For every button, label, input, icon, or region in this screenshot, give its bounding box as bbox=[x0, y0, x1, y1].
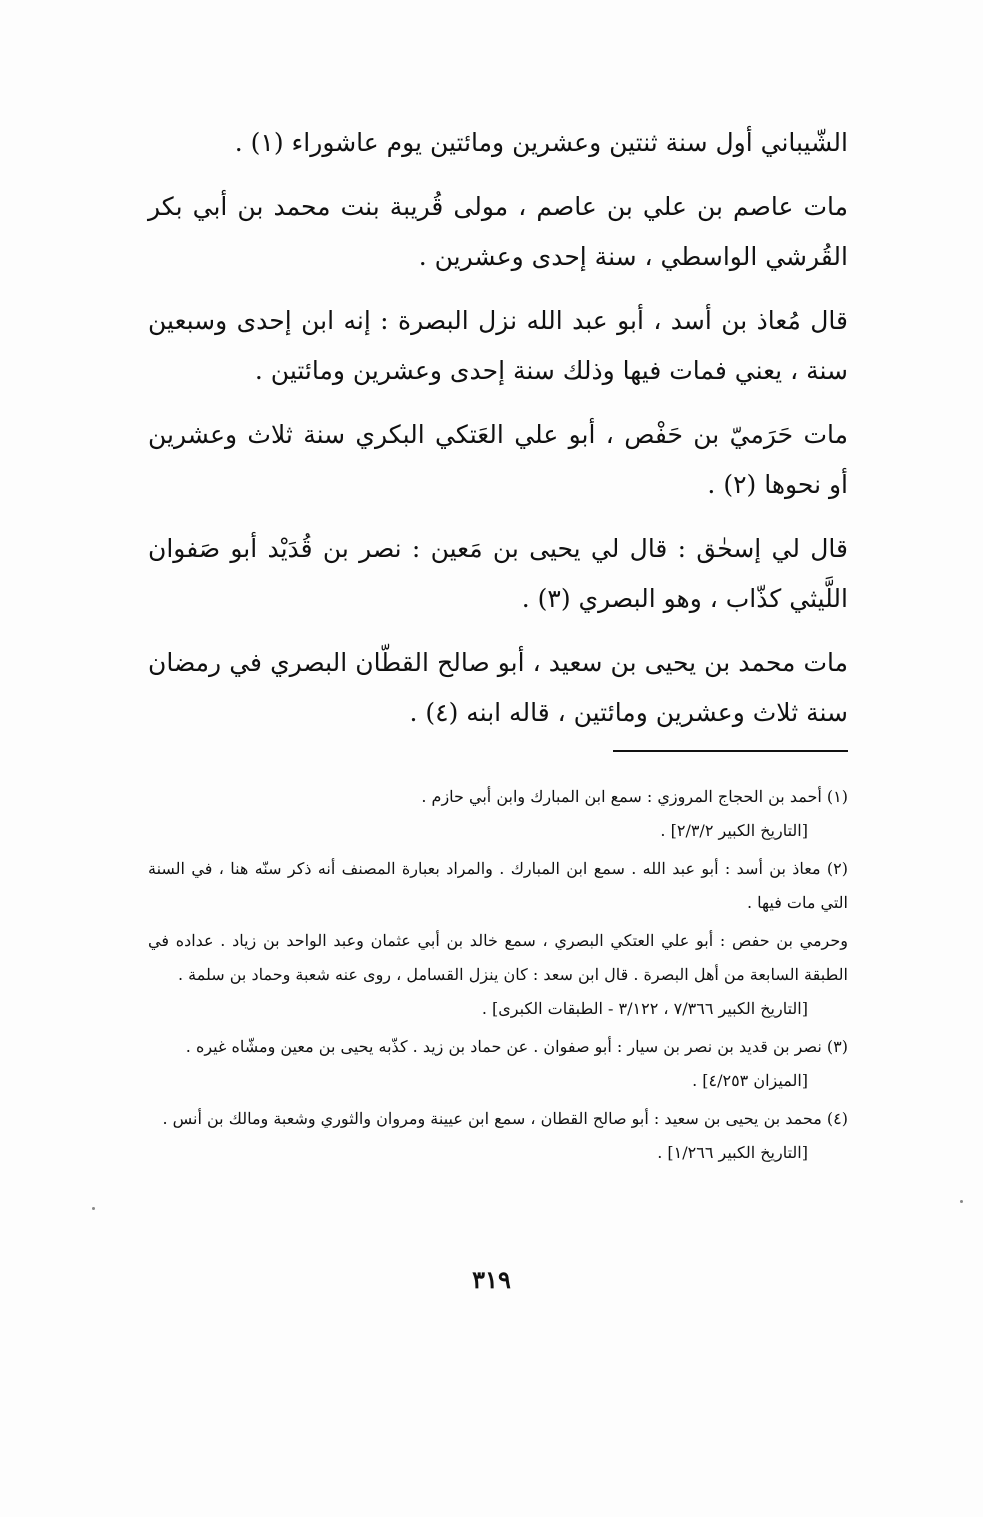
paragraph-2: مات عاصم بن علي بن عاصم ، مولى قُريبة بنت محمد بن أبي بكر القُرشي الواسطي ، سنة إحدى وعشرين . bbox=[148, 192, 848, 271]
paragraph-6: مات محمد بن يحيى بن سعيد ، أبو صالح القطّان البصري في رمضان سنة ثلاث وعشرين ومائتين ، قاله ابنه (٤) . bbox=[148, 648, 848, 727]
footnote-text: (١) أحمد بن الحجاج المروزي : سمع ابن المبارك وابن أبي حازم . bbox=[421, 787, 848, 806]
page-number: ٣١٩ bbox=[472, 1265, 511, 1294]
paragraph-1: الشّيباني أول سنة ثنتين وعشرين ومائتين يوم عاشوراء (١) . bbox=[234, 128, 848, 157]
footnote-text: وحرمي بن حفص : أبو علي العتكي البصري ، سمع خالد بن أبي عثمان وعبد الواحد بن زياد . عداده في الطبقة السابعة من أهل البصرة . قال ابن سعد : كان ينزل القسامل ، روى عنه شعبة وحماد بن سلمة . bbox=[148, 931, 848, 984]
paragraph-5: قال لي إسحٰق : قال لي يحيى بن مَعين : نصر بن قُدَيْد أبو صَفوان اللَّيثي كذّاب ، وهو البصري (٣) . bbox=[148, 534, 848, 613]
footnote-reference: [التاريخ الكبير ٧/٣٦٦ ، ٣/١٢٢ - الطبقات الكبرى] . bbox=[481, 999, 808, 1018]
footnote-reference: [الميزان ٤/٢٥٣] . bbox=[692, 1071, 808, 1090]
footnote-text: (٤) محمد بن يحيى بن سعيد : أبو صالح القطان ، سمع ابن عيينة ومروان والثوري وشعبة ومالك بن أنس . bbox=[162, 1109, 848, 1128]
footnotes bbox=[148, 780, 848, 1174]
footnote-reference: [التاريخ الكبير ١/٢٦٦] . bbox=[657, 1143, 808, 1162]
footnote-4 bbox=[148, 1102, 848, 1170]
footnote-2 bbox=[148, 852, 848, 920]
footnote-separator bbox=[613, 750, 848, 752]
main-text bbox=[148, 118, 848, 752]
footnote-3 bbox=[148, 1030, 848, 1098]
scan-speck bbox=[92, 1207, 95, 1210]
footnote-1 bbox=[148, 780, 848, 848]
scan-speck bbox=[960, 1200, 963, 1203]
footnote-text: (٢) معاذ بن أسد : أبو عبد الله . سمع ابن المبارك . والمراد بعبارة المصنف أنه ذكر سنّه هنا ، في السنة التي مات فيها . bbox=[148, 859, 848, 912]
footnote-2-continued bbox=[148, 924, 848, 1026]
footnote-reference: [التاريخ الكبير ٢/٣/٢] . bbox=[660, 821, 808, 840]
paragraph-4: مات حَرَميّ بن حَفْص ، أبو علي العَتكي البكري سنة ثلاث وعشرين أو نحوها (٢) . bbox=[148, 420, 848, 499]
paragraph-3: قال مُعاذ بن أسد ، أبو عبد الله نزل البصرة : إنه ابن إحدى وسبعين سنة ، يعني فمات فيها وذلك سنة إحدى وعشرين ومائتين . bbox=[148, 306, 848, 385]
footnote-text: (٣) نصر بن قديد بن نصر بن سيار : أبو صفوان . عن حماد بن زيد . كذّبه يحيى بن معين ومشّاه غيره . bbox=[185, 1037, 848, 1056]
